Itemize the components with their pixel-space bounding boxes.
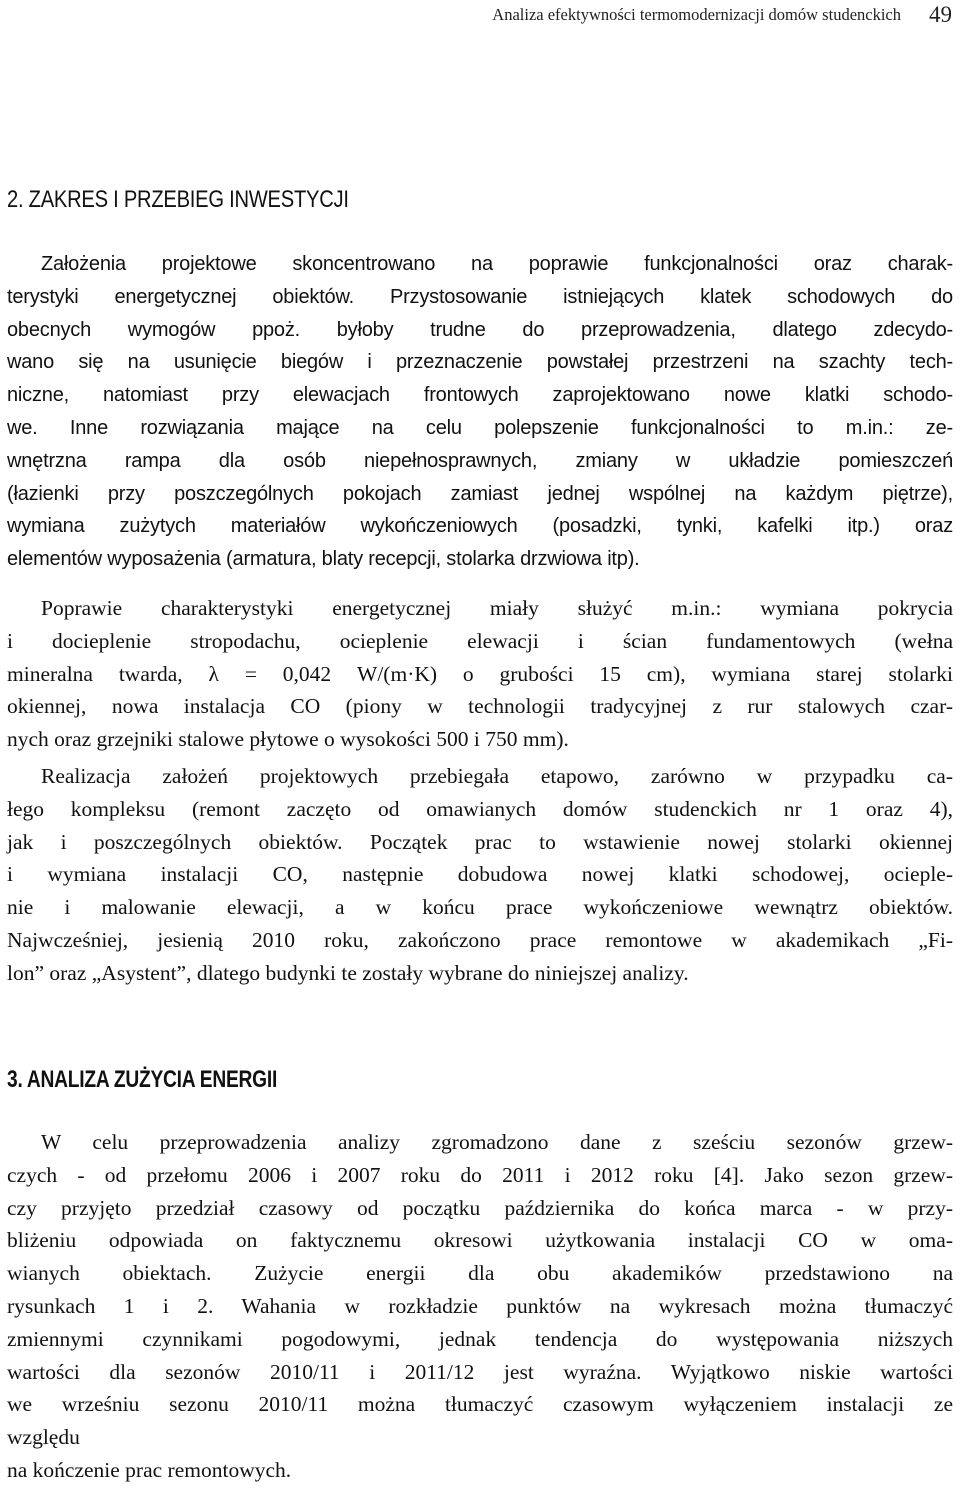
page-number: 49	[929, 2, 952, 27]
section-2-heading: 2. ZAKRES I PRZEBIEG INWESTYCJI	[7, 186, 349, 213]
section-3-heading: 3. ANALIZA ZUŻYCIA ENERGII	[7, 1066, 278, 1093]
running-header	[492, 2, 952, 28]
text-line: jak i poszczególnych obiektów. Początek prac to wstawienie nowej stolarki okiennej	[7, 829, 953, 854]
text-line: we wrześniu sezonu 2010/11 można tłumaczyć czasowym wyłączeniem instalacji ze	[7, 1392, 953, 1417]
text-line: czych - od przełomu 2006 i 2007 roku do 2011 i 2012 roku [4]. Jako sezon grzew-	[7, 1162, 953, 1187]
text-line: terystyki energetycznej obiektów. Przystosowanie istniejących klatek schodowych do	[7, 285, 953, 308]
text-line: lon” oraz „Asystent”, dlatego budynki te zostały wybrane do niniejszej analizy.	[7, 960, 689, 985]
text-line: wartości dla sezonów 2010/11 i 2011/12 jest wyraźna. Wyjątkowo niskie wartości	[7, 1359, 953, 1384]
text-line: wano się na usunięcie biegów i przeznaczenie powstałej przestrzeni na szachty tech-	[7, 351, 953, 374]
text-line: niczne, natomiast przy elewacjach frontowych zaprojektowano nowe klatki schodo-	[7, 384, 953, 407]
text-line: i docieplenie stropodachu, ocieplenie elewacji i ścian fundamentowych (wełna	[7, 628, 953, 653]
text-line: względu	[7, 1425, 80, 1450]
text-line: na kończenie prac remontowych.	[7, 1457, 292, 1482]
text-line: (łazienki przy poszczególnych pokojach zamiast jednej wspólnej na każdym piętrze),	[7, 482, 953, 505]
text-line: obecnych wymogów ppoż. byłoby trudne do przeprowadzenia, dlatego zdecydo-	[7, 318, 953, 341]
text-line: rysunkach 1 i 2. Wahania w rozkładzie punktów na wykresach można tłumaczyć	[7, 1293, 953, 1318]
text-line: Realizacja założeń projektowych przebiegała etapowo, zarówno w przypadku ca-	[41, 764, 953, 788]
text-line: mineralna twarda, λ = 0,042 W/(m·K) o grubości 15 cm), wymiana starej stolarki	[7, 661, 953, 686]
text-line: nych oraz grzejniki stalowe płytowe o wysokości 500 i 750 mm).	[7, 727, 569, 752]
section-2-paragraph-1	[7, 248, 953, 576]
text-line: nie i malowanie elewacji, a w końcu prace wykończeniowe wewnątrz obiektów.	[7, 895, 953, 920]
text-line: Założenia projektowe skoncentrowano na poprawie funkcjonalności oraz charak-	[41, 253, 953, 275]
text-line: wnętrzna rampa dla osób niepełnosprawnych, zmiany w układzie pomieszczeń	[7, 449, 953, 472]
text-line: czy przyjęto przedział czasowy od początku października do końca marca - w przy-	[7, 1195, 953, 1220]
section-2-paragraph-3	[7, 760, 953, 990]
text-line: Poprawie charakterystyki energetycznej miały służyć m.in.: wymiana pokrycia	[41, 596, 953, 620]
text-line: wianych obiektach. Zużycie energii dla obu akademików przedstawiono na	[7, 1261, 953, 1286]
text-line: elementów wyposażenia (armatura, blaty recepcji, stolarka drzwiowa itp).	[7, 548, 640, 571]
text-line: okiennej, nowa instalacja CO (piony w technologii tradycyjnej z rur stalowych czar-	[7, 694, 953, 719]
text-line: i wymiana instalacji CO, następnie dobudowa nowej klatki schodowej, ocieple-	[7, 862, 953, 887]
section-2-paragraph-2	[7, 592, 953, 756]
text-line: W celu przeprowadzenia analizy zgromadzono dane z sześciu sezonów grzew-	[41, 1130, 953, 1154]
text-line: wymiana zużytych materiałów wykończeniowych (posadzki, tynki, kafelki itp.) oraz	[7, 515, 953, 538]
text-line: Najwcześniej, jesienią 2010 roku, zakończono prace remontowe w akademikach „Fi-	[7, 927, 953, 952]
text-line: bliżeniu odpowiada on faktycznemu okresowi użytkowania instalacji CO w oma-	[7, 1228, 953, 1253]
text-line: łego kompleksu (remont zaczęto od omawianych domów studenckich nr 1 oraz 4),	[7, 796, 953, 821]
text-line: we. Inne rozwiązania mające na celu polepszenie funkcjonalności to m.in.: ze-	[7, 416, 953, 439]
text-line: zmiennymi czynnikami pogodowymi, jednak tendencja do występowania niższych	[7, 1326, 953, 1351]
section-3-paragraph-1	[7, 1126, 953, 1487]
running-header-title: Analiza efektywności termomodernizacji domów studenckich	[492, 5, 901, 24]
